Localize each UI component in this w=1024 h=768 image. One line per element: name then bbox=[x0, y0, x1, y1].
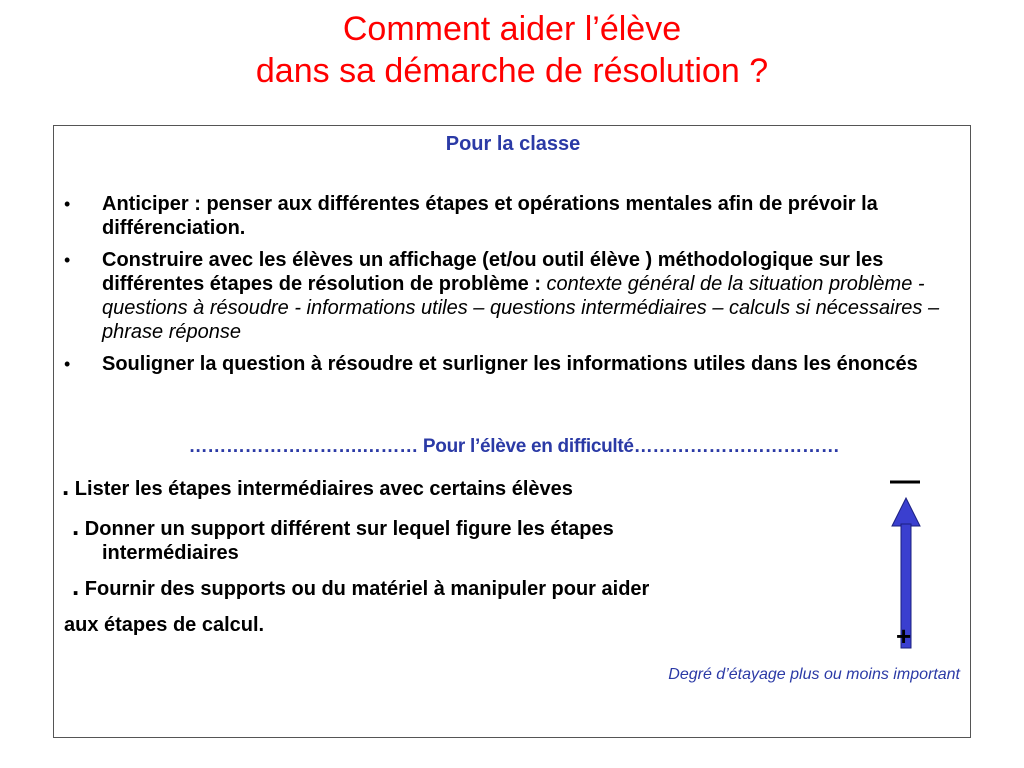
title-line-2: dans sa démarche de résolution ? bbox=[255, 52, 769, 90]
step-dot-icon: . bbox=[72, 571, 80, 601]
bullet-dot-icon: • bbox=[64, 194, 71, 214]
step-item bbox=[72, 511, 792, 565]
step-item bbox=[62, 471, 573, 501]
step-text: Donner un support différent sur lequel figure les étapes bbox=[84, 518, 614, 540]
bullet-italic-text: contexte général de la situation problème - questions à résoudre - informations utiles – questions intermédiaires – calculs si nécessaires – phrase réponse bbox=[102, 273, 940, 343]
section-heading-classe: Pour la classe bbox=[445, 133, 581, 155]
bullet-text: Construire avec les élèves un affichage (et/ou outil élève ) méthodologique sur les différentes étapes de résolution de problème : bbox=[102, 249, 884, 295]
bullet-item bbox=[60, 248, 968, 344]
step-text-continued: intermédiaires bbox=[102, 542, 239, 564]
step-text: Fournir des supports ou du matériel à manipuler pour aider bbox=[84, 578, 650, 600]
title-line-1: Comment aider l’élève bbox=[342, 10, 682, 48]
step-text: Lister les étapes intermédiaires avec certains élèves bbox=[74, 478, 573, 500]
bullet-item bbox=[60, 352, 968, 376]
step-dot-icon: . bbox=[72, 511, 80, 541]
bullet-text: Anticiper : penser aux différentes étapes et opérations mentales afin de prévoir la différenciation. bbox=[102, 193, 878, 239]
step-dot-icon: . bbox=[62, 471, 70, 501]
bullet-list bbox=[60, 192, 968, 384]
content-box bbox=[53, 125, 971, 738]
bullet-text: Souligner la question à résoudre et surligner les informations utiles dans les énoncés bbox=[102, 353, 918, 375]
bullet-item bbox=[60, 192, 968, 240]
step-item bbox=[72, 571, 650, 601]
scaffolding-caption: Degré d’étayage plus ou moins important bbox=[668, 666, 960, 683]
slide-title bbox=[0, 8, 1024, 92]
step-text-continued: aux étapes de calcul. bbox=[64, 614, 265, 636]
bullet-dot-icon: • bbox=[64, 354, 71, 374]
bullet-dot-icon: • bbox=[64, 250, 71, 270]
minus-symbol: — bbox=[890, 464, 920, 497]
plus-symbol: + bbox=[896, 621, 912, 651]
section-divider-eleve: ……………………….……… Pour l’élève en difficulté…………………………… bbox=[188, 436, 840, 457]
